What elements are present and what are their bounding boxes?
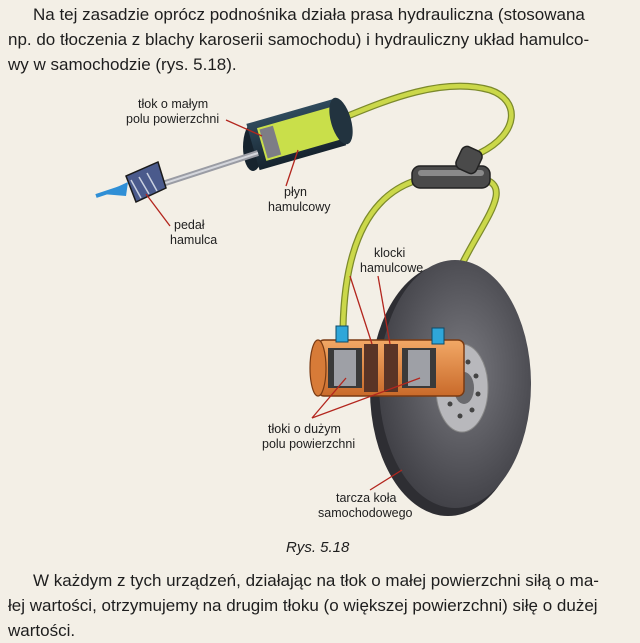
intro-line-1: Na tej zasadzie oprócz podnośnika działa prasa hydrauliczna (stosowana xyxy=(33,5,585,24)
master-cylinder xyxy=(243,95,357,171)
conclusion-paragraph xyxy=(0,568,640,643)
brake-system-figure xyxy=(0,78,640,566)
label-disc-1: tarcza koła xyxy=(336,491,397,505)
label-disc-2: samochodowego xyxy=(318,506,413,520)
label-fluid-2: hamulcowy xyxy=(268,200,331,214)
label-pads-2: hamulcowe xyxy=(360,261,424,275)
conclusion-line-2: łej wartości, otrzymujemy na drugim tłoku (o większej powierzchni) siłę o dużej xyxy=(8,596,598,615)
label-pedal-1: pedał xyxy=(174,218,205,232)
brake-pedal xyxy=(96,162,166,202)
hose-tee-connector xyxy=(412,144,490,188)
conclusion-line-1: W każdym z tych urządzeń, działając na tłok o małej powierzchni siłą o ma- xyxy=(33,571,599,590)
brake-hose-main xyxy=(338,86,511,153)
label-large-piston-1: tłoki o dużym xyxy=(268,422,341,436)
intro-line-2: np. do tłoczenia z blachy karoserii samochodu) i hydrauliczny układ hamulco- xyxy=(8,30,590,49)
intro-paragraph xyxy=(0,2,640,77)
label-small-piston-1: tłok o małym xyxy=(138,97,209,111)
label-small-piston-2: polu powierzchni xyxy=(126,112,220,126)
figure-caption: Rys. 5.18 xyxy=(286,539,350,556)
label-pedal-2: hamulca xyxy=(170,233,218,247)
intro-line-3: wy w samochodzie (rys. 5.18). xyxy=(8,55,237,74)
label-fluid-1: płyn xyxy=(284,185,307,199)
label-pads-1: klocki xyxy=(374,246,406,260)
label-large-piston-2: polu powierzchni xyxy=(262,437,356,451)
conclusion-line-3: wartości. xyxy=(8,621,76,640)
